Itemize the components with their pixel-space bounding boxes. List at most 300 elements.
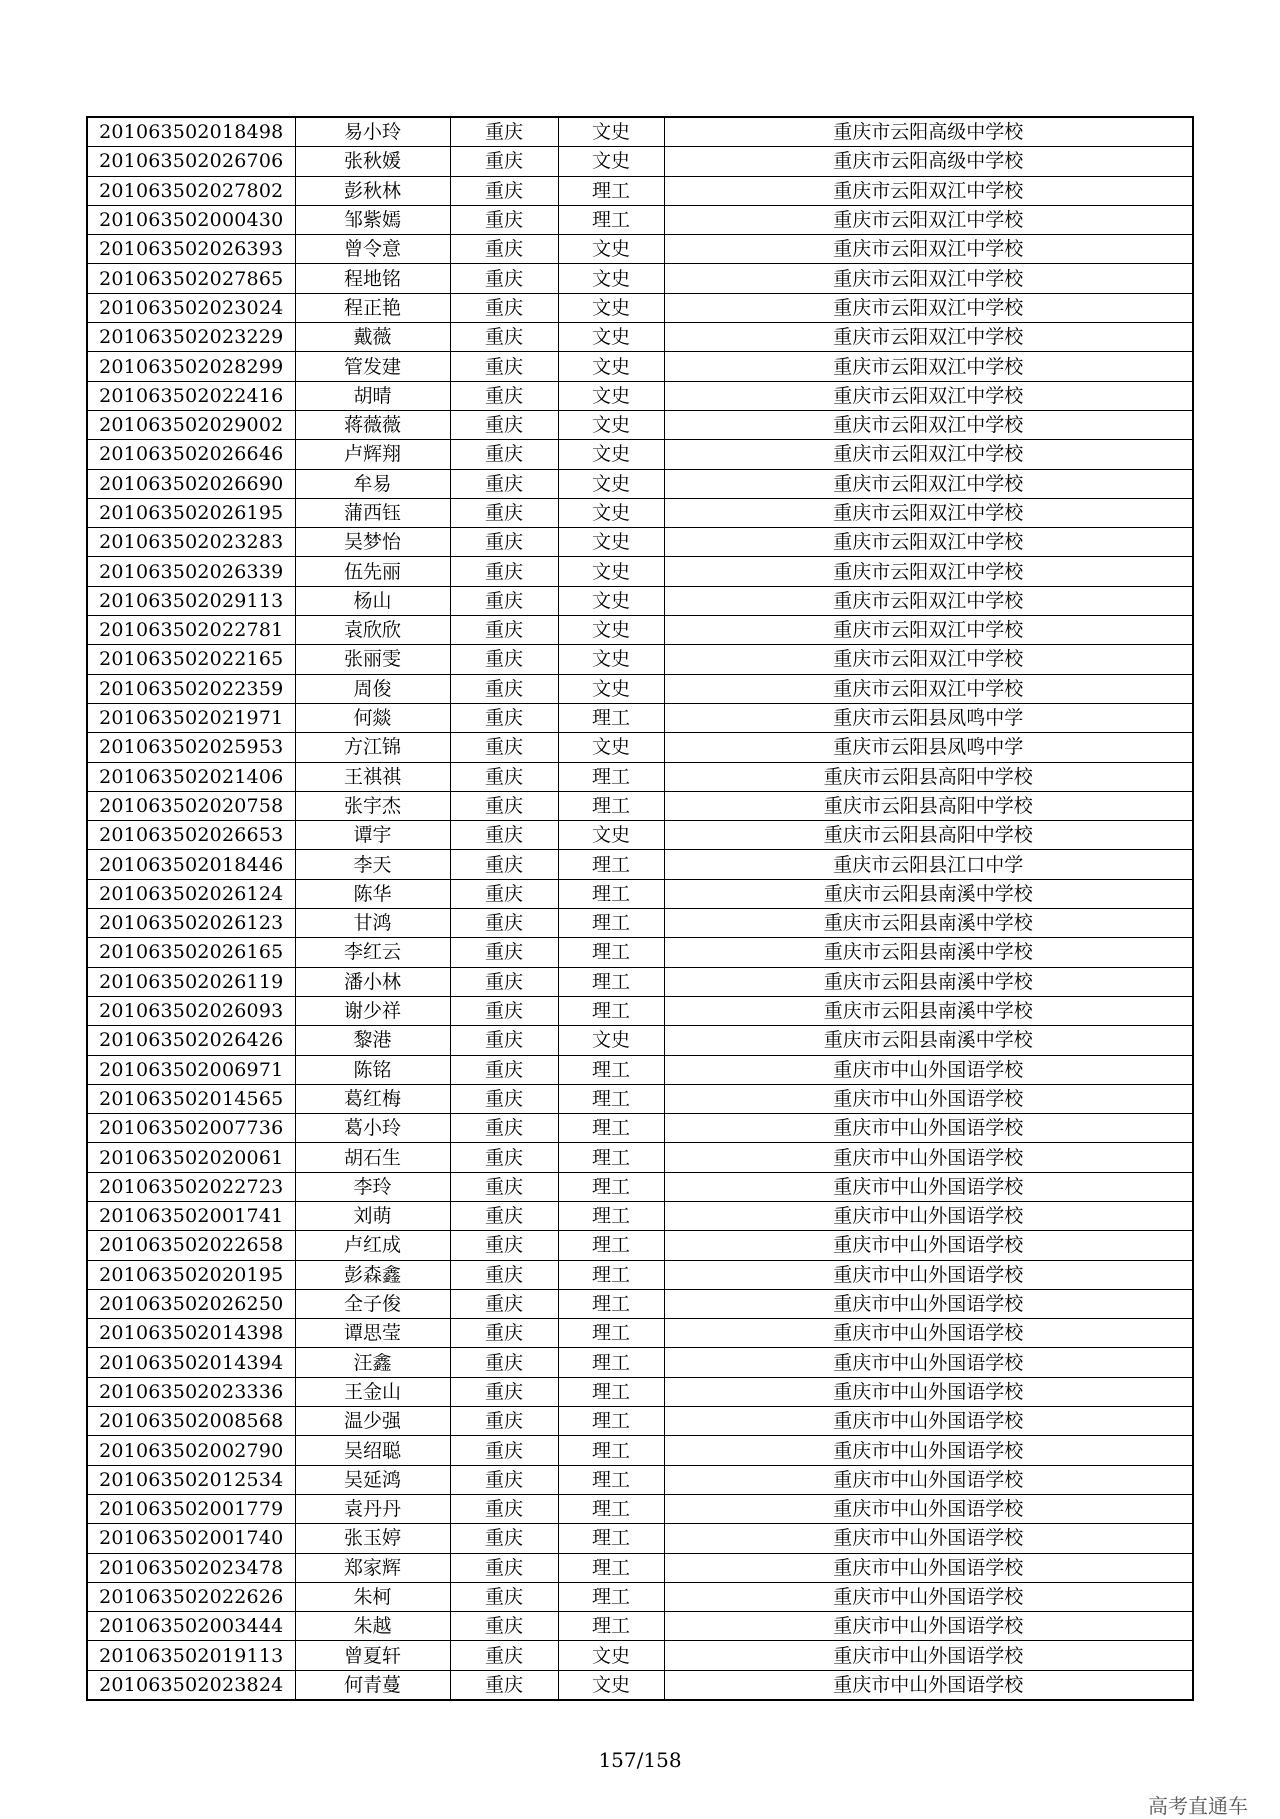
table-row: [87, 1201, 1193, 1230]
student-name-cell: 袁丹丹: [295, 1494, 450, 1523]
student-name-cell: 吴延鸿: [295, 1465, 450, 1494]
exam-id-cell: 201063502022658: [87, 1231, 295, 1260]
exam-id-cell: 201063502026393: [87, 235, 295, 264]
track-cell: 理工: [558, 1201, 664, 1230]
province-cell: 重庆: [450, 1641, 558, 1670]
exam-id-cell: 201063502001740: [87, 1524, 295, 1553]
roster-body: [87, 117, 1193, 1700]
track-cell: 文史: [558, 1670, 664, 1700]
student-name-cell: 易小玲: [295, 117, 450, 147]
exam-id-cell: 201063502023024: [87, 293, 295, 322]
student-name-cell: 吴绍聪: [295, 1436, 450, 1465]
track-cell: 文史: [558, 381, 664, 410]
table-row: [87, 1114, 1193, 1143]
track-cell: 文史: [558, 1641, 664, 1670]
track-cell: 文史: [558, 1026, 664, 1055]
student-name-cell: 谢少祥: [295, 996, 450, 1025]
student-name-cell: 黎港: [295, 1026, 450, 1055]
exam-id-cell: 201063502022626: [87, 1582, 295, 1611]
school-cell: 重庆市云阳高级中学校: [664, 147, 1193, 176]
table-row: [87, 410, 1193, 439]
exam-id-cell: 201063502020061: [87, 1143, 295, 1172]
school-cell: 重庆市中山外国语学校: [664, 1114, 1193, 1143]
exam-id-cell: 201063502022723: [87, 1172, 295, 1201]
province-cell: 重庆: [450, 1143, 558, 1172]
student-name-cell: 卢红成: [295, 1231, 450, 1260]
track-cell: 理工: [558, 850, 664, 879]
track-cell: 理工: [558, 1524, 664, 1553]
table-row: [87, 1377, 1193, 1406]
track-cell: 文史: [558, 557, 664, 586]
table-row: [87, 674, 1193, 703]
exam-id-cell: 201063502023824: [87, 1670, 295, 1700]
table-row: [87, 586, 1193, 615]
exam-id-cell: 201063502020758: [87, 791, 295, 820]
exam-id-cell: 201063502014398: [87, 1319, 295, 1348]
student-name-cell: 胡石生: [295, 1143, 450, 1172]
exam-id-cell: 201063502021971: [87, 703, 295, 732]
table-row: [87, 352, 1193, 381]
student-name-cell: 张宇杰: [295, 791, 450, 820]
province-cell: 重庆: [450, 352, 558, 381]
exam-id-cell: 201063502022359: [87, 674, 295, 703]
track-cell: 理工: [558, 1289, 664, 1318]
school-cell: 重庆市云阳双江中学校: [664, 586, 1193, 615]
school-cell: 重庆市中山外国语学校: [664, 1553, 1193, 1582]
school-cell: 重庆市中山外国语学校: [664, 1612, 1193, 1641]
exam-id-cell: 201063502000430: [87, 205, 295, 234]
school-cell: 重庆市云阳双江中学校: [664, 674, 1193, 703]
track-cell: 理工: [558, 967, 664, 996]
track-cell: 理工: [558, 1612, 664, 1641]
province-cell: 重庆: [450, 1289, 558, 1318]
school-cell: 重庆市云阳双江中学校: [664, 381, 1193, 410]
exam-id-cell: 201063502022416: [87, 381, 295, 410]
exam-id-cell: 201063502026339: [87, 557, 295, 586]
track-cell: 理工: [558, 1348, 664, 1377]
exam-id-cell: 201063502026646: [87, 440, 295, 469]
track-cell: 理工: [558, 879, 664, 908]
student-name-cell: 邹紫嫣: [295, 205, 450, 234]
school-cell: 重庆市中山外国语学校: [664, 1436, 1193, 1465]
province-cell: 重庆: [450, 821, 558, 850]
school-cell: 重庆市中山外国语学校: [664, 1289, 1193, 1318]
exam-id-cell: 201063502027865: [87, 264, 295, 293]
student-name-cell: 吴梦怡: [295, 528, 450, 557]
table-row: [87, 762, 1193, 791]
student-name-cell: 全子俊: [295, 1289, 450, 1318]
track-cell: 理工: [558, 1172, 664, 1201]
province-cell: 重庆: [450, 733, 558, 762]
exam-id-cell: 201063502026690: [87, 469, 295, 498]
school-cell: 重庆市云阳县南溪中学校: [664, 879, 1193, 908]
province-cell: 重庆: [450, 117, 558, 147]
table-row: [87, 996, 1193, 1025]
exam-id-cell: 201063502026124: [87, 879, 295, 908]
track-cell: 理工: [558, 1436, 664, 1465]
track-cell: 文史: [558, 674, 664, 703]
school-cell: 重庆市中山外国语学校: [664, 1465, 1193, 1494]
province-cell: 重庆: [450, 528, 558, 557]
school-cell: 重庆市云阳县凤鸣中学: [664, 733, 1193, 762]
province-cell: 重庆: [450, 967, 558, 996]
table-row: [87, 1348, 1193, 1377]
track-cell: 理工: [558, 1143, 664, 1172]
school-cell: 重庆市云阳县南溪中学校: [664, 938, 1193, 967]
table-row: [87, 1055, 1193, 1084]
track-cell: 理工: [558, 703, 664, 732]
student-name-cell: 程正艳: [295, 293, 450, 322]
track-cell: 文史: [558, 293, 664, 322]
province-cell: 重庆: [450, 235, 558, 264]
school-cell: 重庆市云阳双江中学校: [664, 645, 1193, 674]
school-cell: 重庆市云阳双江中学校: [664, 410, 1193, 439]
school-cell: 重庆市云阳县高阳中学校: [664, 821, 1193, 850]
province-cell: 重庆: [450, 1377, 558, 1406]
school-cell: 重庆市云阳双江中学校: [664, 323, 1193, 352]
table-row: [87, 1026, 1193, 1055]
table-row: [87, 703, 1193, 732]
province-cell: 重庆: [450, 1319, 558, 1348]
table-row: [87, 850, 1193, 879]
track-cell: 理工: [558, 1377, 664, 1406]
exam-id-cell: 201063502026119: [87, 967, 295, 996]
track-cell: 理工: [558, 176, 664, 205]
province-cell: 重庆: [450, 1055, 558, 1084]
student-name-cell: 李红云: [295, 938, 450, 967]
track-cell: 理工: [558, 938, 664, 967]
school-cell: 重庆市中山外国语学校: [664, 1377, 1193, 1406]
track-cell: 理工: [558, 909, 664, 938]
school-cell: 重庆市中山外国语学校: [664, 1319, 1193, 1348]
school-cell: 重庆市中山外国语学校: [664, 1524, 1193, 1553]
track-cell: 文史: [558, 147, 664, 176]
exam-id-cell: 201063502026250: [87, 1289, 295, 1318]
province-cell: 重庆: [450, 410, 558, 439]
province-cell: 重庆: [450, 996, 558, 1025]
table-row: [87, 1084, 1193, 1113]
table-row: [87, 1260, 1193, 1289]
table-row: [87, 498, 1193, 527]
school-cell: 重庆市云阳双江中学校: [664, 440, 1193, 469]
track-cell: 理工: [558, 762, 664, 791]
table-row: [87, 264, 1193, 293]
exam-id-cell: 201063502026195: [87, 498, 295, 527]
province-cell: 重庆: [450, 1494, 558, 1523]
table-row: [87, 1582, 1193, 1611]
roster-table: [86, 116, 1194, 1701]
exam-id-cell: 201063502007736: [87, 1114, 295, 1143]
school-cell: 重庆市云阳县南溪中学校: [664, 996, 1193, 1025]
student-name-cell: 牟易: [295, 469, 450, 498]
province-cell: 重庆: [450, 762, 558, 791]
province-cell: 重庆: [450, 586, 558, 615]
student-name-cell: 卢辉翔: [295, 440, 450, 469]
exam-id-cell: 201063502008568: [87, 1407, 295, 1436]
student-name-cell: 周俊: [295, 674, 450, 703]
school-cell: 重庆市云阳双江中学校: [664, 352, 1193, 381]
student-name-cell: 谭宇: [295, 821, 450, 850]
exam-id-cell: 201063502026123: [87, 909, 295, 938]
table-row: [87, 1612, 1193, 1641]
exam-id-cell: 201063502026706: [87, 147, 295, 176]
province-cell: 重庆: [450, 938, 558, 967]
exam-id-cell: 201063502022165: [87, 645, 295, 674]
exam-id-cell: 201063502021406: [87, 762, 295, 791]
table-row: [87, 235, 1193, 264]
table-row: [87, 147, 1193, 176]
province-cell: 重庆: [450, 381, 558, 410]
student-name-cell: 程地铭: [295, 264, 450, 293]
school-cell: 重庆市中山外国语学校: [664, 1641, 1193, 1670]
roster-sheet: [86, 116, 1192, 1701]
province-cell: 重庆: [450, 176, 558, 205]
track-cell: 理工: [558, 205, 664, 234]
school-cell: 重庆市云阳双江中学校: [664, 205, 1193, 234]
province-cell: 重庆: [450, 703, 558, 732]
school-cell: 重庆市云阳双江中学校: [664, 235, 1193, 264]
student-name-cell: 彭秋林: [295, 176, 450, 205]
table-row: [87, 967, 1193, 996]
track-cell: 理工: [558, 1407, 664, 1436]
exam-id-cell: 201063502014394: [87, 1348, 295, 1377]
table-row: [87, 909, 1193, 938]
student-name-cell: 刘萌: [295, 1201, 450, 1230]
exam-id-cell: 201063502026093: [87, 996, 295, 1025]
exam-id-cell: 201063502023336: [87, 1377, 295, 1406]
track-cell: 文史: [558, 528, 664, 557]
exam-id-cell: 201063502026426: [87, 1026, 295, 1055]
track-cell: 理工: [558, 1319, 664, 1348]
school-cell: 重庆市中山外国语学校: [664, 1494, 1193, 1523]
track-cell: 理工: [558, 1494, 664, 1523]
exam-id-cell: 201063502006971: [87, 1055, 295, 1084]
student-name-cell: 张秋媛: [295, 147, 450, 176]
student-name-cell: 戴薇: [295, 323, 450, 352]
school-cell: 重庆市中山外国语学校: [664, 1084, 1193, 1113]
student-name-cell: 陈华: [295, 879, 450, 908]
exam-id-cell: 201063502019113: [87, 1641, 295, 1670]
school-cell: 重庆市中山外国语学校: [664, 1260, 1193, 1289]
province-cell: 重庆: [450, 616, 558, 645]
province-cell: 重庆: [450, 293, 558, 322]
track-cell: 文史: [558, 410, 664, 439]
table-row: [87, 821, 1193, 850]
school-cell: 重庆市中山外国语学校: [664, 1407, 1193, 1436]
track-cell: 理工: [558, 791, 664, 820]
track-cell: 理工: [558, 1114, 664, 1143]
school-cell: 重庆市云阳县高阳中学校: [664, 791, 1193, 820]
table-row: [87, 616, 1193, 645]
track-cell: 文史: [558, 323, 664, 352]
table-row: [87, 879, 1193, 908]
table-row: [87, 1289, 1193, 1318]
table-row: [87, 1641, 1193, 1670]
school-cell: 重庆市云阳县南溪中学校: [664, 1026, 1193, 1055]
exam-id-cell: 201063502018498: [87, 117, 295, 147]
province-cell: 重庆: [450, 498, 558, 527]
school-cell: 重庆市云阳双江中学校: [664, 176, 1193, 205]
province-cell: 重庆: [450, 147, 558, 176]
track-cell: 文史: [558, 616, 664, 645]
student-name-cell: 伍先丽: [295, 557, 450, 586]
table-row: [87, 1524, 1193, 1553]
table-row: [87, 1172, 1193, 1201]
school-cell: 重庆市中山外国语学校: [664, 1143, 1193, 1172]
exam-id-cell: 201063502022781: [87, 616, 295, 645]
exam-id-cell: 201063502026653: [87, 821, 295, 850]
track-cell: 文史: [558, 440, 664, 469]
exam-id-cell: 201063502029002: [87, 410, 295, 439]
student-name-cell: 曾令意: [295, 235, 450, 264]
school-cell: 重庆市云阳双江中学校: [664, 264, 1193, 293]
student-name-cell: 葛小玲: [295, 1114, 450, 1143]
province-cell: 重庆: [450, 1612, 558, 1641]
province-cell: 重庆: [450, 264, 558, 293]
school-cell: 重庆市云阳县南溪中学校: [664, 909, 1193, 938]
province-cell: 重庆: [450, 557, 558, 586]
school-cell: 重庆市云阳县凤鸣中学: [664, 703, 1193, 732]
student-name-cell: 曾夏轩: [295, 1641, 450, 1670]
province-cell: 重庆: [450, 850, 558, 879]
track-cell: 理工: [558, 1084, 664, 1113]
province-cell: 重庆: [450, 469, 558, 498]
province-cell: 重庆: [450, 645, 558, 674]
student-name-cell: 胡晴: [295, 381, 450, 410]
track-cell: 理工: [558, 1465, 664, 1494]
student-name-cell: 谭思莹: [295, 1319, 450, 1348]
province-cell: 重庆: [450, 1436, 558, 1465]
exam-id-cell: 201063502028299: [87, 352, 295, 381]
school-cell: 重庆市中山外国语学校: [664, 1670, 1193, 1700]
school-cell: 重庆市中山外国语学校: [664, 1201, 1193, 1230]
province-cell: 重庆: [450, 791, 558, 820]
table-row: [87, 1319, 1193, 1348]
province-cell: 重庆: [450, 674, 558, 703]
track-cell: 理工: [558, 1231, 664, 1260]
exam-id-cell: 201063502001741: [87, 1201, 295, 1230]
table-row: [87, 733, 1193, 762]
exam-id-cell: 201063502025953: [87, 733, 295, 762]
student-name-cell: 潘小林: [295, 967, 450, 996]
table-row: [87, 176, 1193, 205]
school-cell: 重庆市云阳双江中学校: [664, 528, 1193, 557]
student-name-cell: 何青蔓: [295, 1670, 450, 1700]
province-cell: 重庆: [450, 1582, 558, 1611]
student-name-cell: 王祺祺: [295, 762, 450, 791]
track-cell: 理工: [558, 1260, 664, 1289]
province-cell: 重庆: [450, 1026, 558, 1055]
student-name-cell: 温少强: [295, 1407, 450, 1436]
table-row: [87, 938, 1193, 967]
track-cell: 文史: [558, 117, 664, 147]
school-cell: 重庆市中山外国语学校: [664, 1231, 1193, 1260]
province-cell: 重庆: [450, 1172, 558, 1201]
table-row: [87, 791, 1193, 820]
student-name-cell: 朱柯: [295, 1582, 450, 1611]
province-cell: 重庆: [450, 323, 558, 352]
student-name-cell: 蒋薇薇: [295, 410, 450, 439]
track-cell: 理工: [558, 1582, 664, 1611]
school-cell: 重庆市云阳双江中学校: [664, 469, 1193, 498]
school-cell: 重庆市云阳双江中学校: [664, 293, 1193, 322]
exam-id-cell: 201063502023478: [87, 1553, 295, 1582]
student-name-cell: 彭森鑫: [295, 1260, 450, 1289]
student-name-cell: 杨山: [295, 586, 450, 615]
student-name-cell: 张玉婷: [295, 1524, 450, 1553]
student-name-cell: 葛红梅: [295, 1084, 450, 1113]
track-cell: 理工: [558, 996, 664, 1025]
table-row: [87, 1143, 1193, 1172]
track-cell: 文史: [558, 821, 664, 850]
table-row: [87, 117, 1193, 147]
province-cell: 重庆: [450, 1114, 558, 1143]
track-cell: 文史: [558, 235, 664, 264]
track-cell: 文史: [558, 586, 664, 615]
table-row: [87, 557, 1193, 586]
student-name-cell: 袁欣欣: [295, 616, 450, 645]
province-cell: 重庆: [450, 1465, 558, 1494]
exam-id-cell: 201063502018446: [87, 850, 295, 879]
track-cell: 文史: [558, 264, 664, 293]
province-cell: 重庆: [450, 440, 558, 469]
school-cell: 重庆市中山外国语学校: [664, 1348, 1193, 1377]
exam-id-cell: 201063502023283: [87, 528, 295, 557]
province-cell: 重庆: [450, 1260, 558, 1289]
exam-id-cell: 201063502001779: [87, 1494, 295, 1523]
exam-id-cell: 201063502023229: [87, 323, 295, 352]
province-cell: 重庆: [450, 1407, 558, 1436]
track-cell: 理工: [558, 1553, 664, 1582]
exam-id-cell: 201063502026165: [87, 938, 295, 967]
school-cell: 重庆市云阳县江口中学: [664, 850, 1193, 879]
table-row: [87, 205, 1193, 234]
table-row: [87, 1231, 1193, 1260]
table-row: [87, 469, 1193, 498]
watermark-text: 高考直通车: [1148, 1794, 1248, 1818]
exam-id-cell: 201063502020195: [87, 1260, 295, 1289]
exam-id-cell: 201063502003444: [87, 1612, 295, 1641]
school-cell: 重庆市云阳县南溪中学校: [664, 967, 1193, 996]
track-cell: 文史: [558, 469, 664, 498]
school-cell: 重庆市云阳县高阳中学校: [664, 762, 1193, 791]
exam-id-cell: 201063502029113: [87, 586, 295, 615]
table-row: [87, 1465, 1193, 1494]
exam-id-cell: 201063502012534: [87, 1465, 295, 1494]
table-row: [87, 1553, 1193, 1582]
page-number: 157/158: [598, 1748, 682, 1772]
student-name-cell: 张丽雯: [295, 645, 450, 674]
province-cell: 重庆: [450, 1084, 558, 1113]
table-row: [87, 1407, 1193, 1436]
exam-id-cell: 201063502002790: [87, 1436, 295, 1465]
province-cell: 重庆: [450, 205, 558, 234]
province-cell: 重庆: [450, 1553, 558, 1582]
student-name-cell: 郑家辉: [295, 1553, 450, 1582]
track-cell: 文史: [558, 498, 664, 527]
province-cell: 重庆: [450, 1524, 558, 1553]
track-cell: 文史: [558, 352, 664, 381]
student-name-cell: 汪鑫: [295, 1348, 450, 1377]
table-row: [87, 1436, 1193, 1465]
student-name-cell: 蒲西钰: [295, 498, 450, 527]
school-cell: 重庆市云阳双江中学校: [664, 557, 1193, 586]
school-cell: 重庆市云阳双江中学校: [664, 498, 1193, 527]
exam-id-cell: 201063502027802: [87, 176, 295, 205]
table-row: [87, 440, 1193, 469]
student-name-cell: 何燚: [295, 703, 450, 732]
province-cell: 重庆: [450, 1201, 558, 1230]
